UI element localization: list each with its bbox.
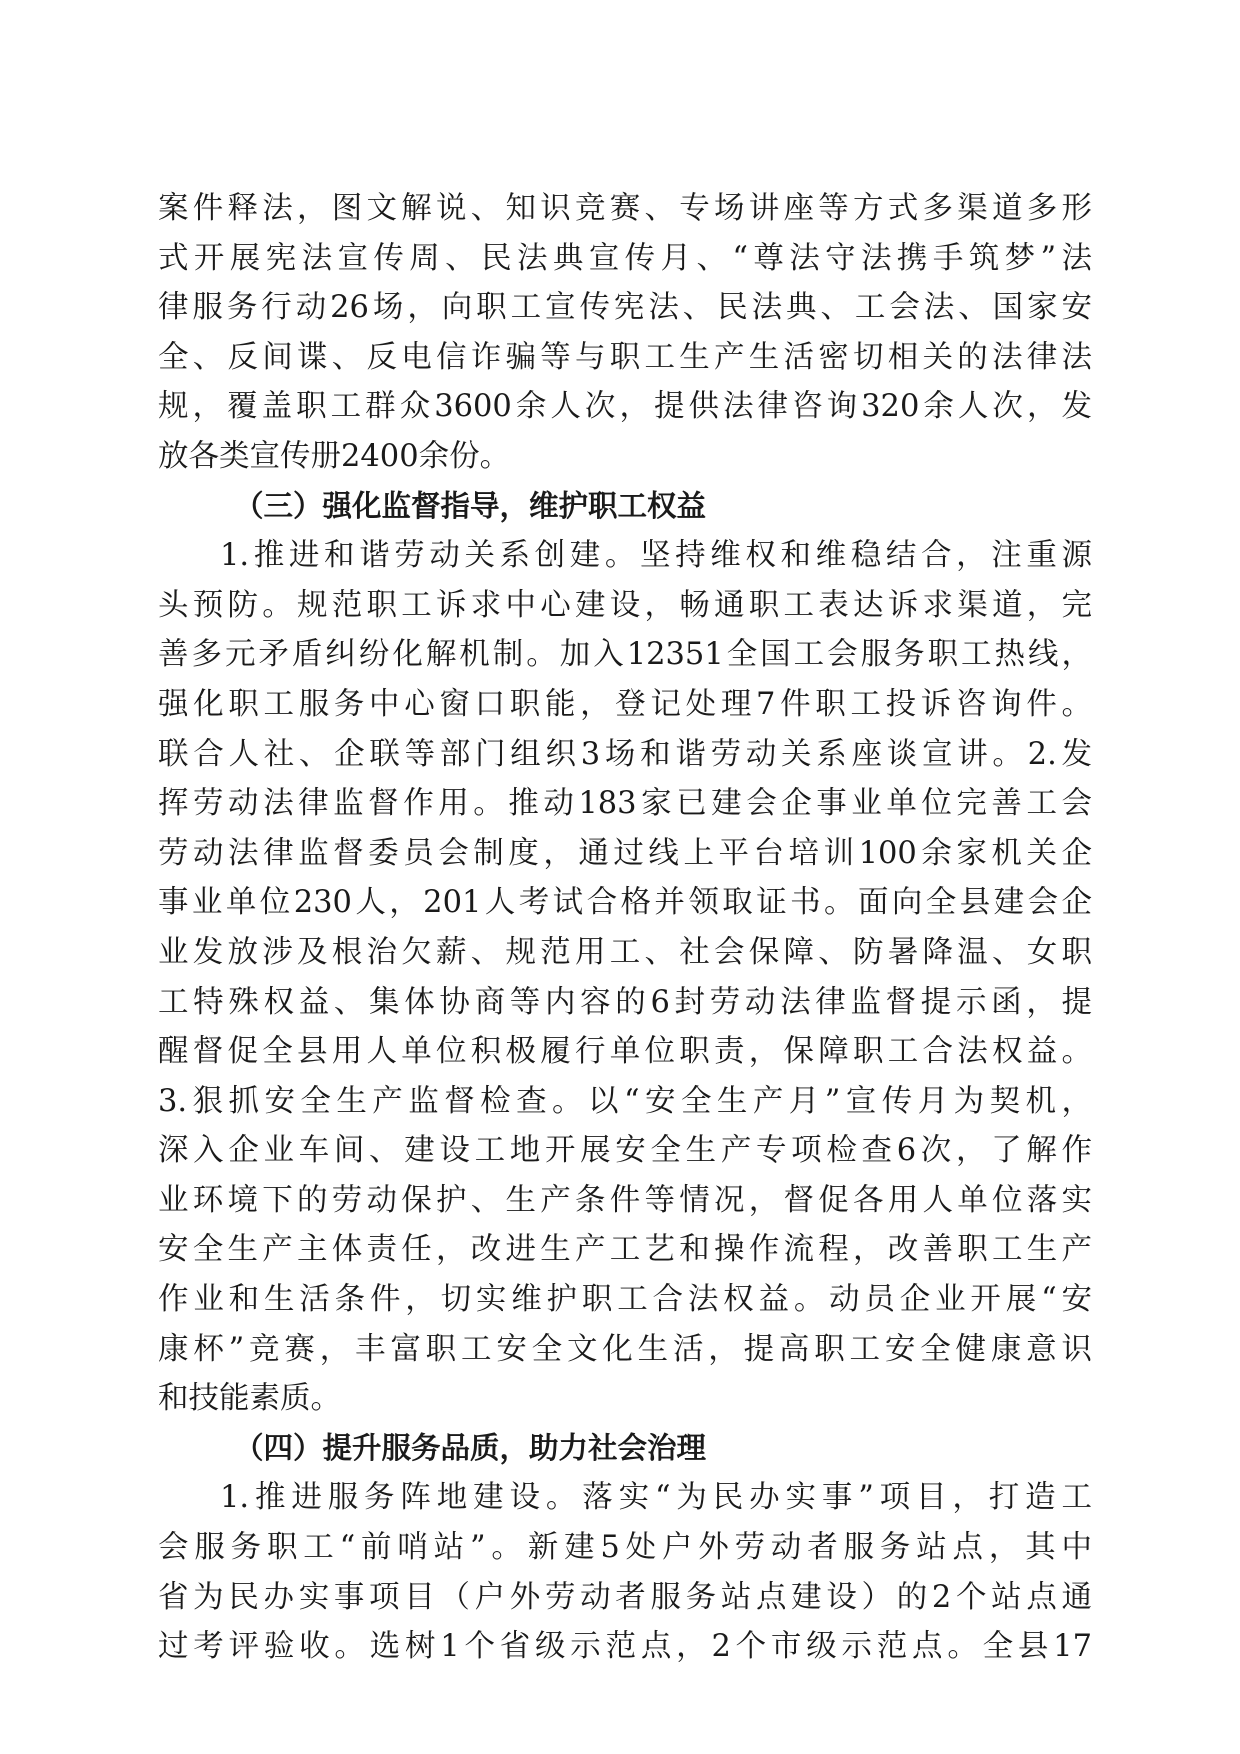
body-line: 律服务行动26场，向职工宣传宪法、民法典、工会法、国家安 — [158, 290, 1092, 326]
section-heading: （三）强化监督指导，维护职工权益 — [234, 488, 707, 523]
body-line: 案件释法，图文解说、知识竞赛、专场讲座等方式多渠道多形 — [158, 191, 1092, 226]
document-page — [158, 184, 1092, 1672]
body-line: 省为民办实事项目（户外劳动者服务站点建设）的2个站点通 — [158, 1579, 1092, 1615]
body-line: 强化职工服务中心窗口职能，登记处理7件职工投诉咨询件。 — [158, 686, 1092, 722]
body-line: 过考评验收。选树1个省级示范点，2个市级示范点。全县17 — [158, 1629, 1092, 1665]
body-line: 劳动法律监督委员会制度，通过线上平台培训100余家机关企 — [158, 835, 1092, 871]
body-line: 联合人社、企联等部门组织3场和谐劳动关系座谈宣讲。2.发 — [158, 736, 1092, 772]
body-line: 式开展宪法宣传周、民法典宣传月、“尊法守法携手筑梦”法 — [158, 240, 1092, 276]
body-line: 会服务职工“前哨站”。新建5处户外劳动者服务站点，其中 — [158, 1530, 1092, 1566]
paragraph-first-line: 1.推进和谐劳动关系创建。坚持维权和维稳结合，注重源 — [220, 538, 1092, 574]
body-line: 头预防。规范职工诉求中心建设，畅通职工表达诉求渠道，完 — [158, 587, 1092, 623]
body-line: 安全生产主体责任，改进生产工艺和操作流程，改善职工生产 — [158, 1232, 1092, 1268]
body-line: 事业单位230人，201人考试合格并领取证书。面向全县建会企 — [158, 885, 1092, 921]
paragraph-last-line: 和技能素质。 — [158, 1381, 341, 1417]
body-line: 工特殊权益、集体协商等内容的6封劳动法律监督提示函，提 — [158, 984, 1092, 1020]
body-line: 规，覆盖职工群众3600余人次，提供法律咨询320余人次，发 — [158, 389, 1092, 425]
body-line: 康杯”竞赛，丰富职工安全文化生活，提高职工安全健康意识 — [158, 1331, 1092, 1367]
body-line: 全、反间谍、反电信诈骗等与职工生产生活密切相关的法律法 — [158, 339, 1092, 375]
paragraph-first-line: 1.推进服务阵地建设。落实“为民办实事”项目，打造工 — [220, 1480, 1092, 1516]
body-line: 作业和生活条件，切实维护职工合法权益。动员企业开展“安 — [158, 1282, 1092, 1318]
paragraph-last-line: 放各类宣传册2400余份。 — [158, 438, 511, 474]
body-line: 醒督促全县用人单位积极履行单位职责，保障职工合法权益。 — [158, 1034, 1092, 1070]
body-line: 业环境下的劳动保护、生产条件等情况，督促各用人单位落实 — [158, 1182, 1092, 1218]
body-line: 业发放涉及根治欠薪、规范用工、社会保障、防暑降温、女职 — [158, 934, 1092, 970]
body-line: 深入企业车间、建设工地开展安全生产专项检查6次，了解作 — [158, 1133, 1092, 1169]
body-line: 挥劳动法律监督作用。推动183家已建会企事业单位完善工会 — [158, 786, 1092, 822]
body-line: 善多元矛盾纠纷化解机制。加入12351全国工会服务职工热线， — [158, 637, 1092, 673]
section-heading: （四）提升服务品质，助力社会治理 — [234, 1430, 707, 1465]
body-line: 3.狠抓安全生产监督检查。以“安全生产月”宣传月为契机， — [158, 1083, 1092, 1119]
